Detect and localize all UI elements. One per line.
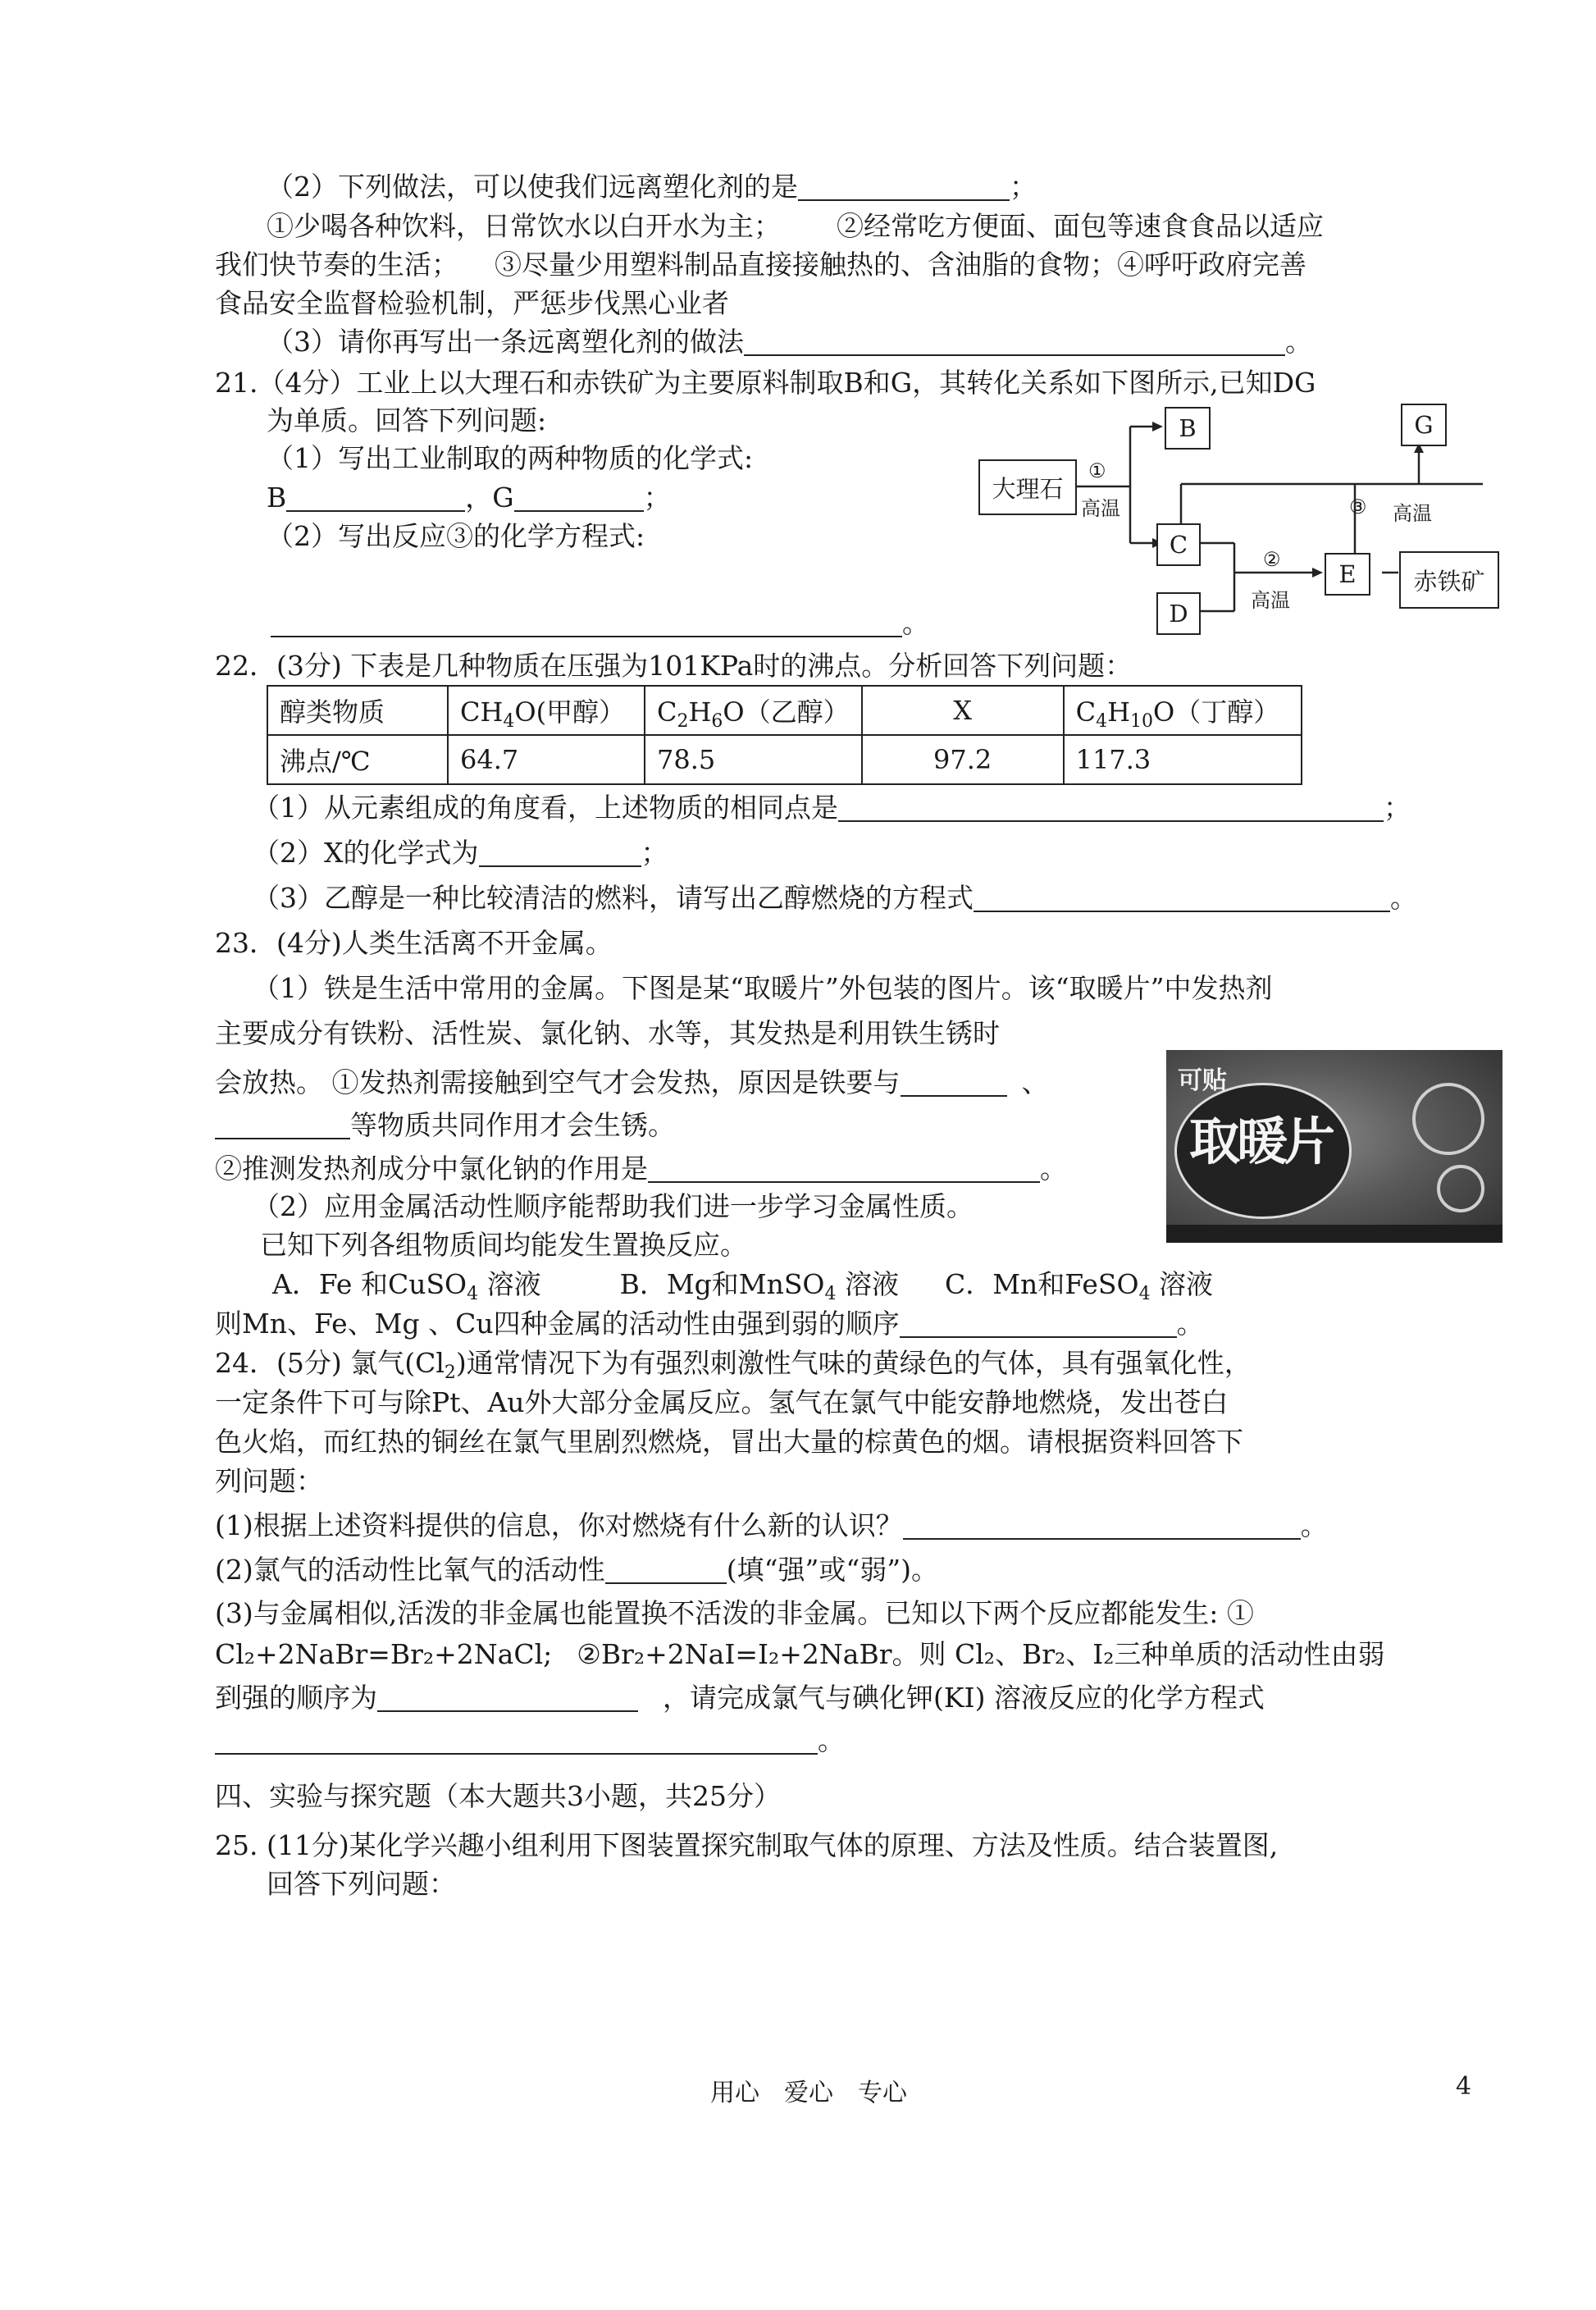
q24-line2: 一定条件下可与除Pt、Au外大部分金属反应。氢气在氯气中能安静地燃烧，发出苍白 xyxy=(215,1386,1229,1418)
table-header-cell: 醇类物质 xyxy=(267,686,448,735)
q23-nacl-blank[interactable] xyxy=(648,1157,1040,1183)
q21-part1: （1）写出工业制取的两种物质的化学式: xyxy=(267,442,754,474)
q23-rust-blank-2[interactable] xyxy=(215,1113,350,1139)
option-b: B．Mg和MnSO$_4$ 溶液 xyxy=(619,1268,899,1304)
hand-warmer-photo xyxy=(1166,1050,1503,1243)
photo-small-text: 可贴 xyxy=(1178,1066,1227,1095)
table-header-cell: $C_4H_{10}O$（丁醇） xyxy=(1064,686,1302,735)
q24-line1: 24．(5分) 氯气$(Cl_2)$通常情况下为有强烈刺激性气味的黄绿色的气体，具有强氧化性， xyxy=(215,1347,1252,1383)
q24-order-blank[interactable] xyxy=(377,1686,638,1712)
q22-part1: （1）从元素组成的角度看，上述物质的相同点是 ； xyxy=(253,792,1411,824)
table-cell: 97.2 xyxy=(862,735,1064,784)
q23-part1-line2: 主要成分有铁粉、活性炭、氯化钠、水等，其发热是利用铁生锈时 xyxy=(215,1017,1000,1049)
option-c: C．Mn和FeSO$_4$ 溶液 xyxy=(944,1268,1214,1304)
boiling-point-table xyxy=(267,685,1302,785)
table-cell: 沸点/℃ xyxy=(267,735,448,784)
q23-activity-blank[interactable] xyxy=(900,1312,1177,1338)
table-header-cell: X xyxy=(862,686,1064,735)
q24-part3-line1: (3)与金属相似,活泼的非金属也能置换不活泼的非金属。已知以下两个反应都能发生: ① xyxy=(215,1597,1254,1629)
q20-options-line1: ①少喝各种饮料，日常饮水以白开水为主； ②经常吃方便面、面包等速食食品以适应 xyxy=(267,210,1324,242)
q20-options-line2: 我们快节奏的生活； ③尽量少用塑料制品直接接触热的、含油脂的食物；④呼吁政府完善 xyxy=(215,249,1306,281)
q21-stem: 21.（4分）工业上以大理石和赤铁矿为主要原料制取B和G，其转化关系如下图所示,已知DG xyxy=(215,367,1316,399)
d-box: D xyxy=(1156,592,1201,635)
q24-part1-blank[interactable] xyxy=(903,1513,1301,1540)
photo-decoration xyxy=(1437,1165,1484,1212)
q20-part2: （2）下列做法，可以使我们远离塑化剂的是 ； xyxy=(267,171,1037,203)
q25-line2: 回答下列问题： xyxy=(267,1868,456,1900)
q21-stem2: 为单质。回答下列问题: xyxy=(267,404,547,436)
page-number: 4 xyxy=(1456,2072,1472,2101)
q23-part2-line3: 则Mn、Fe、Mg 、Cu四种金属的活动性由强到弱的顺序 。 xyxy=(215,1308,1204,1340)
q22-part2: （2）X的化学式为 ； xyxy=(253,837,668,869)
option-a: A．Fe 和CuSO$_4$ 溶液 xyxy=(272,1268,541,1304)
table-cell: 78.5 xyxy=(645,735,862,784)
q23-stem: 23．(4分)人类生活离不开金属。 xyxy=(215,927,613,959)
marble-box: 大理石 xyxy=(978,459,1077,515)
table-header-cell: $CH_4O$(甲醇） xyxy=(448,686,645,735)
hematite-box: 赤铁矿 xyxy=(1399,551,1499,609)
q23-part1-line5: ②推测发热剂成分中氯化钠的作用是 。 xyxy=(215,1153,1067,1185)
section4-title: 四、实验与探究题（本大题共3小题，共25分） xyxy=(215,1780,781,1812)
q20-part3: （3）请你再写出一条远离塑化剂的做法 。 xyxy=(267,326,1312,358)
reaction-2-condition: 高温 xyxy=(1251,589,1290,612)
q21-part2-answer: 。 xyxy=(271,605,929,641)
footer-motto: 用心 爱心 专心 xyxy=(710,2079,907,2107)
q21-part1-answers: B ，G ； xyxy=(267,482,671,514)
q23-rust-blank-1[interactable] xyxy=(901,1071,1007,1097)
q24-part2: (2)氯气的活动性比氧气的活动性 (填“强”或“弱”)。 xyxy=(215,1554,938,1586)
q22-part3-blank[interactable] xyxy=(974,886,1390,912)
table-header-cell: $C_2H_6O$（乙醇） xyxy=(645,686,862,735)
reaction-2-label: ② xyxy=(1263,548,1281,571)
reaction-1-label: ① xyxy=(1088,459,1106,482)
photo-title-text: 取暖片 xyxy=(1189,1112,1333,1171)
q24-part1: (1)根据上述资料提供的信息，你对燃烧有什么新的认识？ 。 xyxy=(215,1509,1328,1541)
q24-part2-blank[interactable] xyxy=(605,1558,727,1584)
photo-decoration xyxy=(1412,1083,1484,1155)
q24-part3-line3: 到强的顺序为 ，请完成氯气与碘化钾(KI) 溶液反应的化学方程式 xyxy=(215,1682,1265,1714)
table-row xyxy=(267,686,1302,735)
e-box: E xyxy=(1325,553,1370,596)
table-cell: 64.7 xyxy=(448,735,645,784)
q23-part1-line4: 等物质共同作用才会生锈。 xyxy=(215,1107,675,1144)
q22-part2-blank[interactable] xyxy=(479,841,641,867)
reaction-1-condition: 高温 xyxy=(1081,497,1120,520)
q24-part3-line4: 。 xyxy=(215,1723,845,1759)
g-box: G xyxy=(1401,404,1447,446)
q24-equation-blank[interactable] xyxy=(215,1728,818,1755)
q23-options xyxy=(272,1267,1213,1303)
reaction-3-condition: 高温 xyxy=(1393,502,1432,525)
q25-line1: 25. (11分)某化学兴趣小组利用下图装置探究制取气体的原理、方法及性质。结合装置图, xyxy=(215,1829,1279,1861)
table-cell: 117.3 xyxy=(1064,735,1302,784)
reaction-3-label: ③ xyxy=(1349,495,1367,518)
q24-part3-line2: Cl₂+2NaBr=Br₂+2NaCl; ②Br₂+2NaI=I₂+2NaBr。则 Cl₂、Br₂、I₂三种单质的活动性由弱 xyxy=(215,1638,1385,1670)
b-box: B xyxy=(1165,407,1211,450)
q23-part1-line3: 会放热。 ①发热剂需接触到空气才会发热，原因是铁要与 、 xyxy=(215,1066,1049,1098)
q24-line4: 列问题： xyxy=(215,1465,323,1497)
q23-part2-line1: （2）应用金属活动性顺序能帮助我们进一步学习金属性质。 xyxy=(253,1190,974,1222)
q22-stem: 22．(3分) 下表是几种物质在压强为101KPa时的沸点。分析回答下列问题： xyxy=(215,650,1133,682)
c-box: C xyxy=(1156,523,1201,566)
q22-part1-blank[interactable] xyxy=(838,796,1384,822)
q24-line3: 色火焰，而红热的铜丝在氯气里剧烈燃烧，冒出大量的棕黄色的烟。请根据资料回答下 xyxy=(215,1426,1243,1458)
table-row xyxy=(267,735,1302,784)
q23-part2-line2: 已知下列各组物质间均能发生置换反应。 xyxy=(260,1229,747,1261)
photo-bottom-strip xyxy=(1166,1225,1503,1243)
q21-part2: （2）写出反应③的化学方程式: xyxy=(267,520,645,552)
q23-part1-line1: （1）铁是生活中常用的金属。下图是某“取暖片”外包装的图片。该“取暖片”中发热剂 xyxy=(253,972,1273,1004)
q22-part3: （3）乙醇是一种比较清洁的燃料，请写出乙醇燃烧的方程式 。 xyxy=(253,882,1417,914)
q20-options-line3: 食品安全监督检验机制，严惩步伐黑心业者 xyxy=(215,287,729,319)
